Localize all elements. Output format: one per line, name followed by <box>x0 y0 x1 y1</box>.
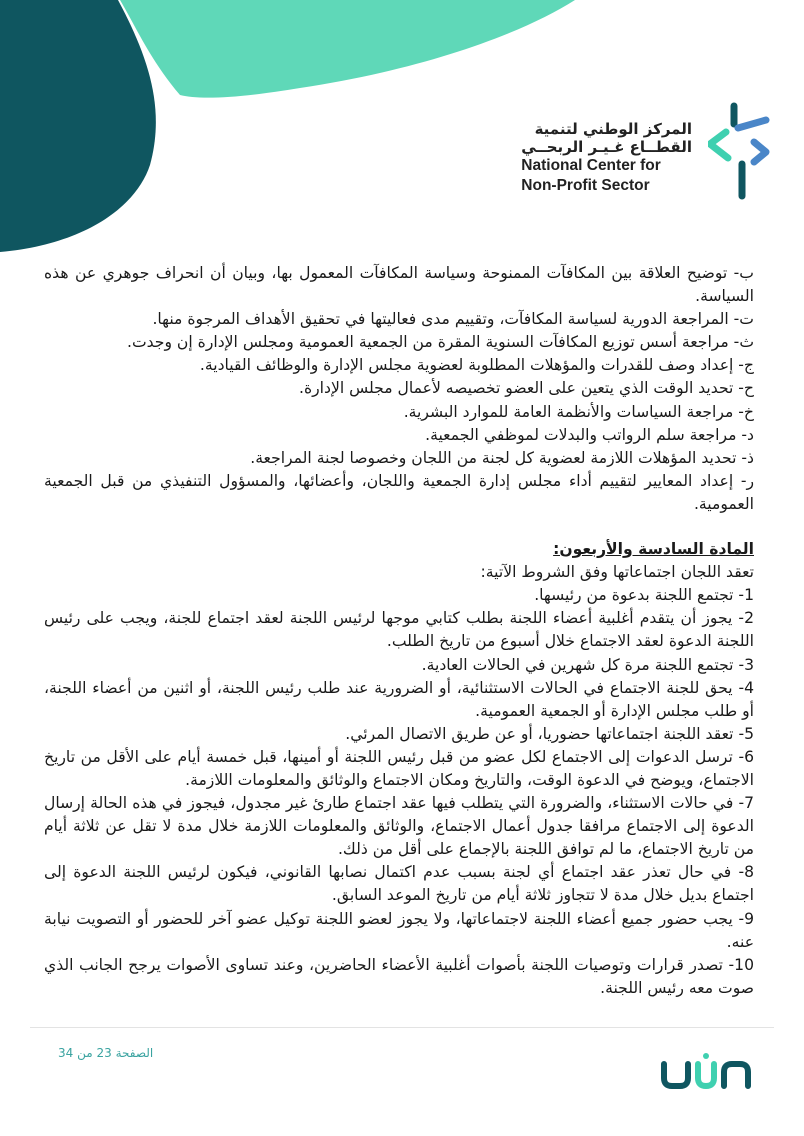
org-name-arabic-2: القطــاع غـيـر الربحــي <box>521 138 692 156</box>
light-teal-wave <box>120 0 575 98</box>
document-body <box>44 262 754 1000</box>
list-item-dal: د- مراجعة سلم الرواتب والبدلات لموظفي الجمعية. <box>425 425 754 444</box>
org-logo <box>472 100 772 210</box>
article-item-8: 8- في حال تعذر عقد اجتماع أي لجنة بسبب عدم اكتمال نصابها القانوني، فيكون لرئيس اللجنة الدعوة إلى اجتماع بديل خلال مدة لا تتجاوز ثلاثة أيام من تاريخ الموعد السابق. <box>44 863 754 905</box>
page-number: الصفحة 23 من 34 <box>58 1046 154 1060</box>
article-item-2: 2- يجوز أن يتقدم أغلبية أعضاء اللجنة بطلب كتابي موجها لرئيس اللجنة لعقد اجتماع للجنة، ويجب على رئيس اللجنة الدعوة لعقد الاجتماع خلال أسبوع من تاريخ الطلب. <box>44 609 754 651</box>
list-item-ra: ر- إعداد المعايير لتقييم أداء مجلس إدارة الجمعية واللجان، وأعضائها، والمسؤول التنفيذي من قبل الجمعية العمومية. <box>44 471 754 513</box>
org-name-english-1: National Center for <box>521 157 661 174</box>
list-item-ha: ح- تحديد الوقت الذي يتعين على العضو تخصيصه لأعمال مجلس الإدارة. <box>299 379 754 398</box>
org-name-english-2: Non-Profit Sector <box>521 177 650 194</box>
article-item-6: 6- ترسل الدعوات إلى الاجتماع لكل عضو من قبل رئيس اللجنة أو أمينها، قبل خمسة أيام على الأقل من تاريخ الاجتماع، ويوضح في الدعوة الوقت، والتاريخ ومكان الاجتماع والوثائق والمعلومات اللازمة. <box>44 747 754 789</box>
article-item-10: 10- تصدر قرارات وتوصيات اللجنة بأصوات أغلبية الأعضاء الحاضرين، وعند تساوى الأصوات يرجح الجانب الذي صوت معه رئيس اللجنة. <box>44 955 754 997</box>
footer-divider <box>30 1027 774 1028</box>
org-name-arabic-1: المركز الوطني لتنمية <box>534 120 692 138</box>
list-item-jim: ج- إعداد وصف للقدرات والمؤهلات المطلوبة لعضوية مجلس الإدارة والوظائف القيادية. <box>199 356 754 375</box>
article-item-7: 7- في حالات الاستثناء، والضرورة التي يتطلب فيها عقد اجتماع طارئ غير مجدول، فيجوز في هذه الحالة إرسال الدعوة إلى الاجتماع مرافقا جدول أعمال الاجتماع، والوثائق والمعلومات اللازمة خلال مدة لا تقل عن ثلاثة أيام من تاريخ الاجتماع، ما لم توافق اللجنة بالإجماع على أقل من ذلك. <box>44 794 754 859</box>
article-title: المادة السادسة والأربعون: <box>553 540 754 559</box>
article-item-3: 3- تجتمع اللجنة مرة كل شهرين في الحالات العادية. <box>421 655 754 674</box>
dark-teal-shape <box>0 0 156 252</box>
article-item-9: 9- يجب حضور جميع أعضاء اللجنة لاجتماعاتها، ولا يجوز لعضو اللجنة توكيل عضو آخر للحضور أو التصويت نيابة عنه. <box>44 909 754 951</box>
footer-logo-icon <box>660 1052 762 1090</box>
article-item-4: 4- يحق للجنة الاجتماع في الحالات الاستثنائية، أو الضرورية عند طلب رئيس اللجنة، أو اثنين من أعضاء اللجنة، أو طلب مجلس الإدارة أو الجمعية العمومية. <box>44 678 754 720</box>
list-item-kha: خ- مراجعة السياسات والأنظمة العامة للموارد البشرية. <box>403 402 754 421</box>
article-item-5: 5- تعقد اللجنة اجتماعاتها حضوريا، أو عن طريق الاتصال المرئي. <box>345 724 754 743</box>
list-item-ba: ب- توضيح العلاقة بين المكافآت الممنوحة وسياسة المكافآت المعمول بها، وبيان أن انحراف جوهري عن هذه السياسة. <box>44 264 754 306</box>
article-intro: تعقد اللجان اجتماعاتها وفق الشروط الآتية: <box>480 563 754 582</box>
org-logo-mark-icon <box>708 102 772 202</box>
list-item-dhal: ذ- تحديد المؤهلات اللازمة لعضوية كل لجنة من اللجان وخصوصا لجنة المراجعة. <box>250 448 754 467</box>
list-item-ta: ت- المراجعة الدورية لسياسة المكافآت، وتقييم مدى فعاليتها في تحقيق الأهداف المرجوة منها. <box>152 310 754 329</box>
article-item-1: 1- تجتمع اللجنة بدعوة من رئيسها. <box>534 586 754 605</box>
list-item-tha: ث- مراجعة أسس توزيع المكافآت السنوية المقرة من الجمعية العمومية ومجلس الإدارة إن وجدت. <box>126 333 754 352</box>
